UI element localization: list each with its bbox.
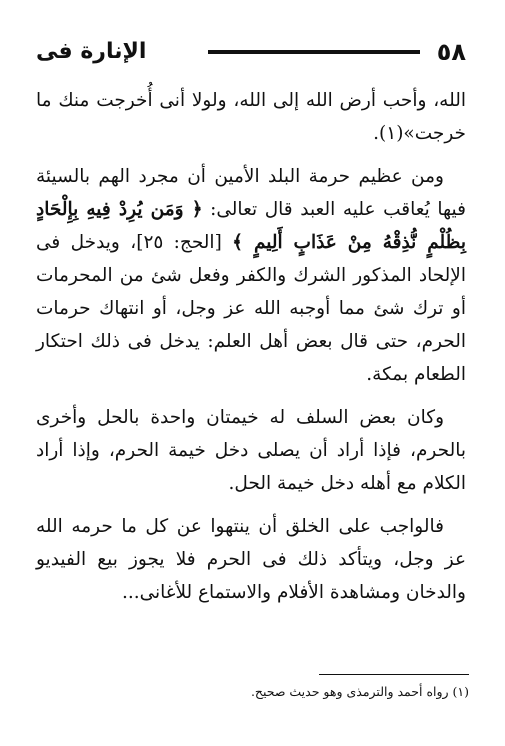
body-text xyxy=(36,84,466,619)
paragraph-2 xyxy=(36,160,466,391)
footnote: (١) رواه أحمد والترمذى وهو حديث صحيح. xyxy=(250,684,469,699)
verse-reference: [الحج: ٢٥] xyxy=(136,232,233,253)
paragraph-3: وكان بعض السلف له خيمتان واحدة بالحل وأخرى بالحرم، فإذا أراد أن يصلى دخل خيمة الحرم، وإذا أراد الكلام مع أهله دخل خيمة الحل. xyxy=(36,407,466,494)
quran-verse: ﴿ وَمَن يُرِدْ فِيهِ بِإِلْحَادٍ بِظُلْمٍ نُّذِقْهُ مِنْ عَذَابٍ أَلِيمٍ ﴾ xyxy=(36,199,466,253)
page-number: ٥٨ xyxy=(436,38,466,66)
paragraph-2-rest: ، ويدخل فى الإلحاد المذكور الشرك والكفر وفعل شئ من المحرمات أو ترك شئ مما أوجبه الله عز وجل، أو انتهاك حرمات الحرم، حتى قال بعض أهل العلم: يدخل فى ذلك احتكار الطعام بمكة. xyxy=(36,232,466,385)
book-title: الإنارة فى xyxy=(36,39,147,64)
header-rule xyxy=(208,50,420,54)
footnote-rule xyxy=(319,674,469,675)
paragraph-4: فالواجب على الخلق أن ينتهوا عن كل ما حرمه الله عز وجل، ويتأكد ذلك فى الحرم فلا يجوز بيع الفيديو والدخان ومشاهدة الأفلام والاستماع للأغانى... xyxy=(36,516,466,603)
page-header xyxy=(36,36,466,72)
paragraph-1: الله، وأحب أرض الله إلى الله، ولولا أنى أُخرجت منك ما خرجت»(١). xyxy=(36,90,466,144)
paragraph-2-intro: ومن عظيم حرمة البلد الأمين أن مجرد الهم بالسيئة فيها يُعاقب عليه العبد قال تعالى: xyxy=(36,166,466,220)
